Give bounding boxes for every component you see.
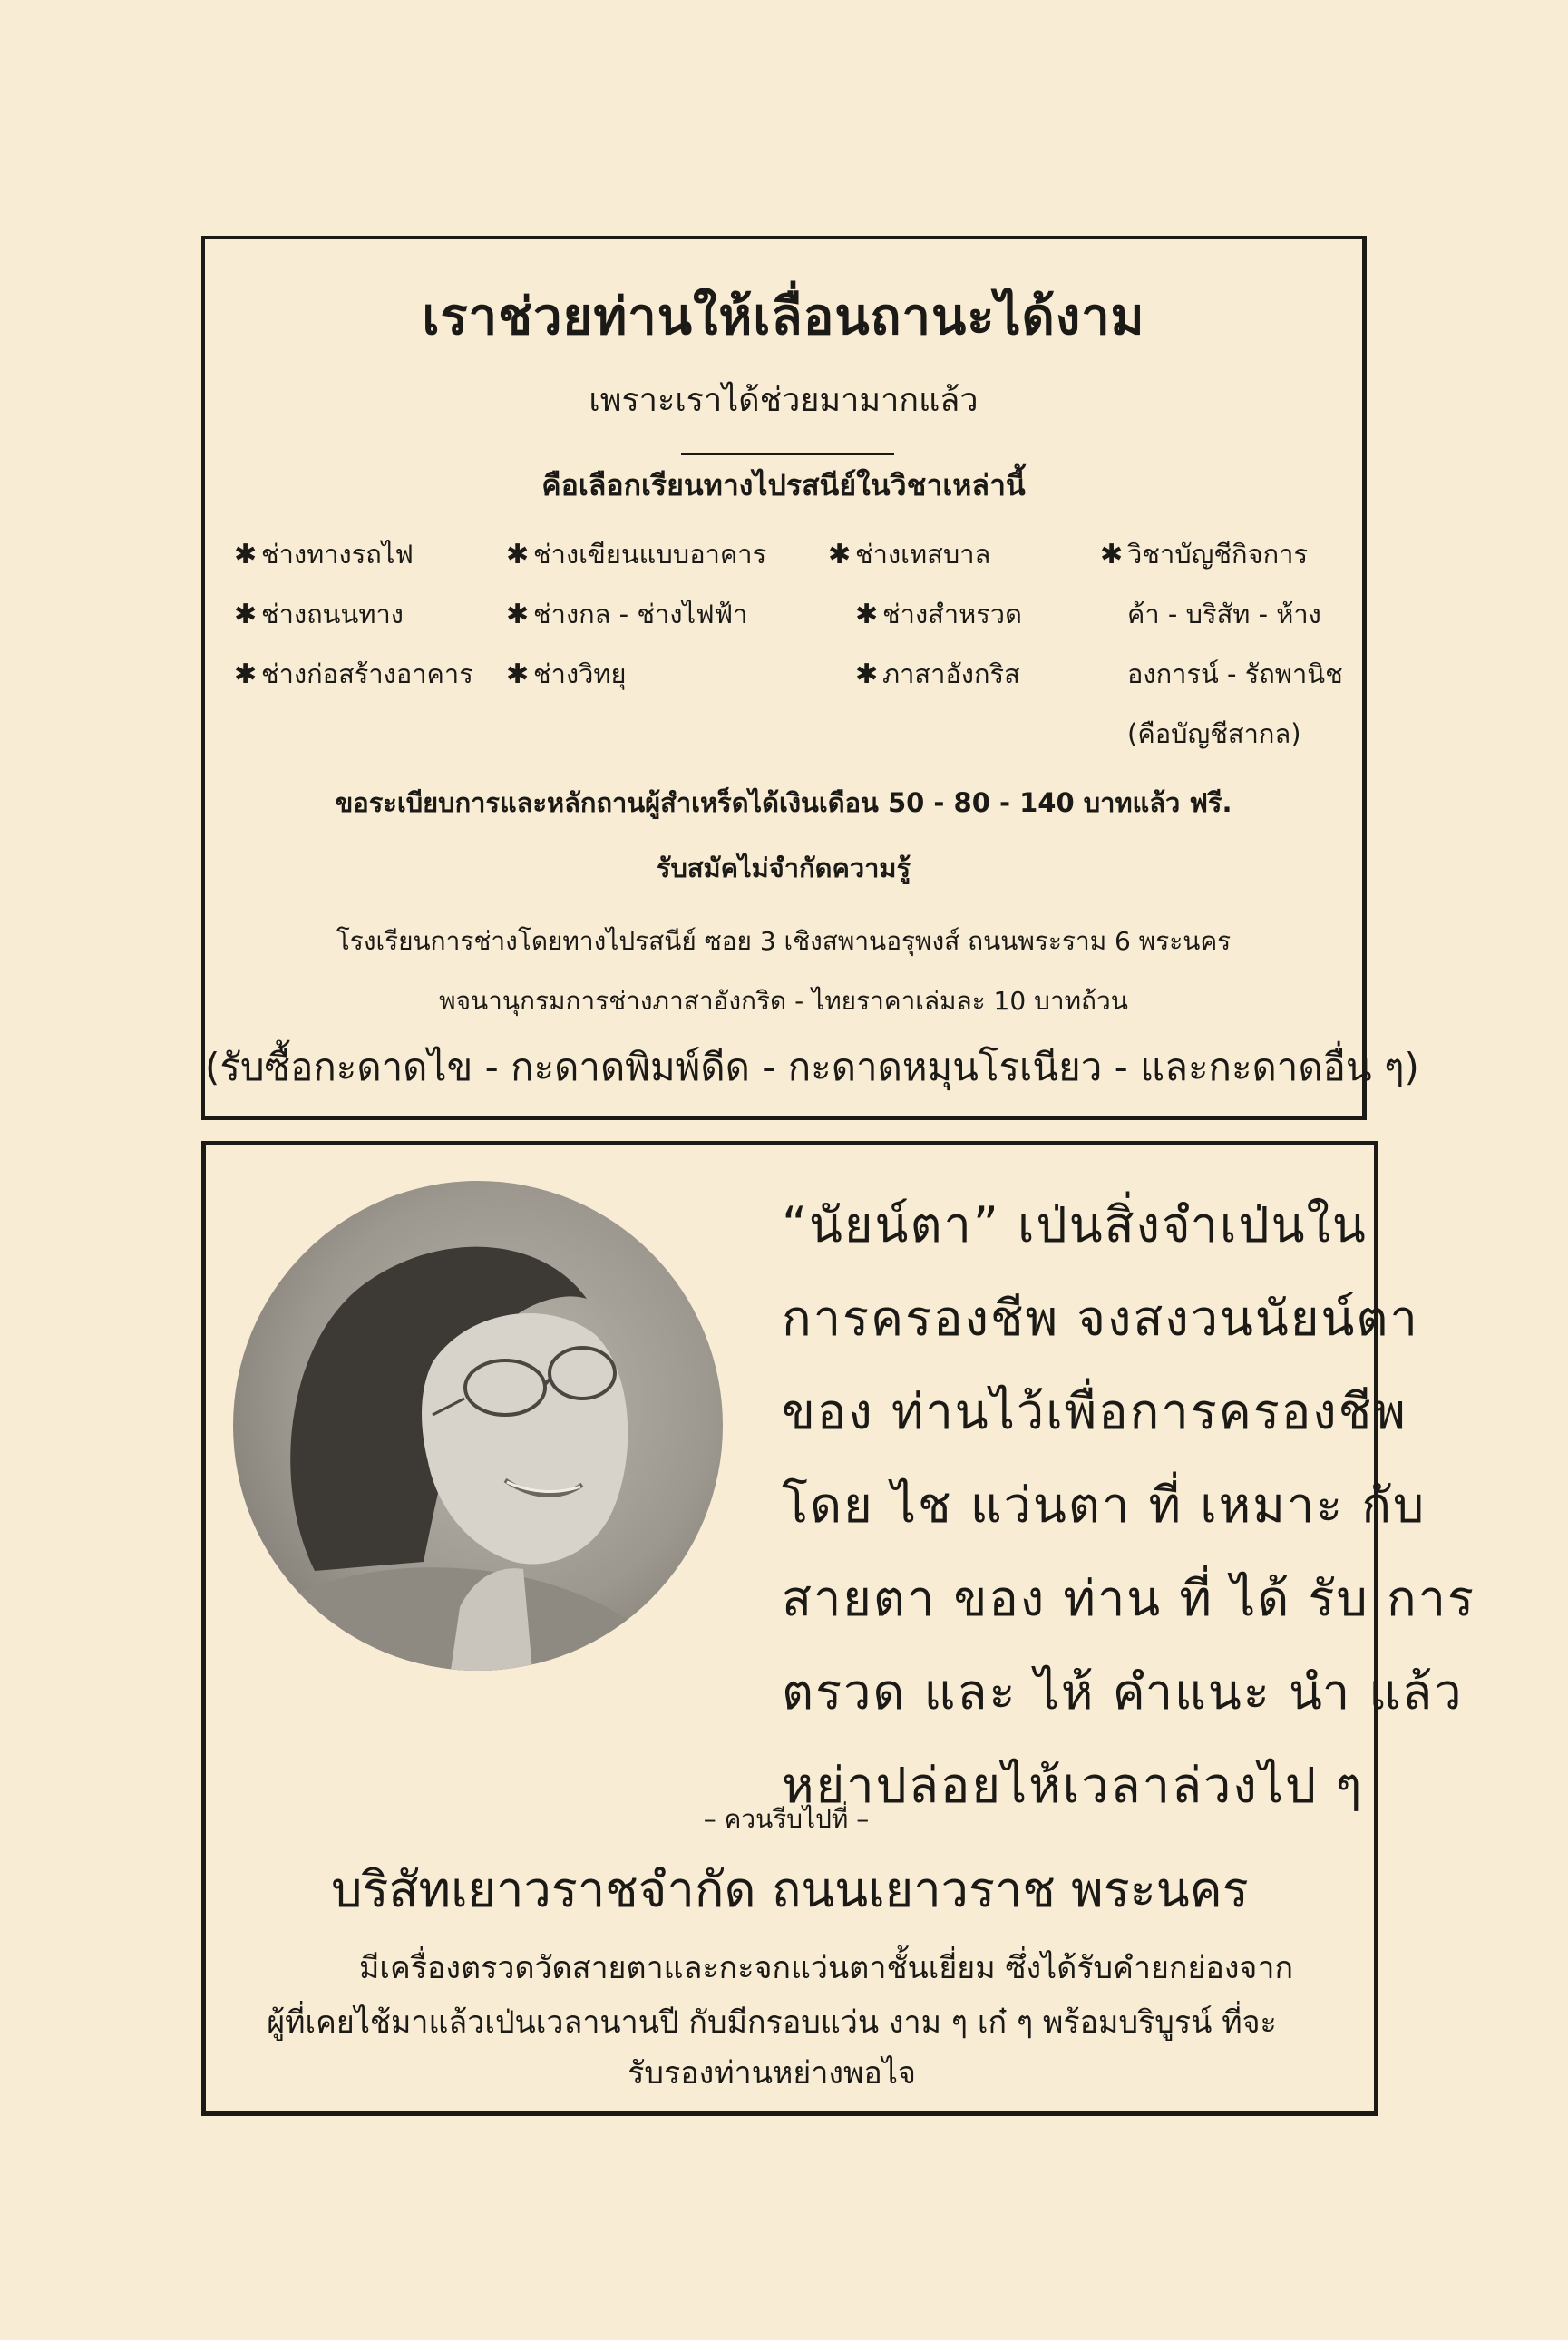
ad-intro: คือเลือกเรียนทางไปรสนีย์ในวิชาเหล่านี้ bbox=[541, 468, 1026, 502]
school-address: โรงเรียนการช่างโดยทางไปรสนีย์ ซอย 3 เชิงสพานอรุพงส์ ถนนพระราม 6 พระนคร bbox=[336, 926, 1232, 956]
portrait-photo bbox=[233, 1181, 723, 1671]
course-item: องการน์ - รัถพานิช bbox=[1127, 658, 1343, 689]
poem-line: ตรวด และ ไห้ คำแนะ นำ แล้ว bbox=[782, 1663, 1464, 1721]
ad-subtitle: เพราะเราได้ช่วยมามากแล้ว bbox=[589, 382, 979, 419]
bullet-icon: ✱ bbox=[855, 599, 879, 630]
bullet-icon: ✱ bbox=[506, 539, 530, 570]
course-item: ✱ ช่างกล - ช่างไฟฟ้า bbox=[506, 599, 748, 630]
poem-line: “นัยน์ตา” เป่นสิ่งจำเป่นใน bbox=[782, 1196, 1368, 1253]
school-advertisement-box bbox=[201, 236, 1419, 1120]
course-item: ✱ ช่างสำหรวด bbox=[855, 599, 1022, 630]
ad-title: เราช่วยท่านให้เลื่อนถานะได้งาม bbox=[422, 288, 1145, 346]
poem-line: การครองชีพ จงสงวนนัยน์ตา bbox=[782, 1290, 1419, 1347]
course-item: ✱ ช่างถนนทาง bbox=[234, 599, 404, 630]
dictionary-offer: พจนานุกรมการช่างภาสาอังกริด - ไทยราคาเล่มละ 10 บาทถ้วน bbox=[439, 986, 1128, 1016]
course-item: ✱ ช่างเขียนแบบอาคาร bbox=[506, 539, 767, 570]
course-column bbox=[234, 533, 473, 713]
poem-line: โดย ไช แว่นตา ที่ เหมาะ กับ bbox=[782, 1477, 1427, 1534]
course-item: ✱ ช่างเทสบาล bbox=[828, 539, 991, 570]
course-item: ✱ ช่างวิทยุ bbox=[506, 658, 627, 690]
course-column bbox=[828, 533, 1022, 713]
course-item: ✱ ภาสาอังกริส bbox=[855, 658, 1020, 690]
course-item: ค้า - บริสัท - ห้าง bbox=[1127, 599, 1321, 629]
woman-with-glasses-image bbox=[233, 1181, 723, 1671]
bullet-icon: ✱ bbox=[234, 599, 258, 630]
company-description-3: รับรองท่านหย่างพอไจ bbox=[628, 2055, 916, 2091]
bullet-icon: ✱ bbox=[234, 658, 258, 690]
eye-care-poem bbox=[782, 1185, 1475, 1839]
course-column bbox=[1100, 533, 1343, 773]
bullet-icon: ✱ bbox=[506, 599, 530, 630]
course-item: ✱ ช่างทางรถไฟ bbox=[234, 539, 414, 570]
course-item: ✱ ช่างก่อสร้างอาคาร bbox=[234, 658, 473, 690]
course-column bbox=[506, 533, 766, 713]
bullet-icon: ✱ bbox=[855, 658, 879, 690]
poem-line: สายตา ของ ท่าน ที่ ได้ รับ การ bbox=[782, 1570, 1475, 1627]
company-description-2: ผู้ที่เคยไช้มาแล้วเป่นเวลานานปี กับมีกรอบแว่น งาม ๆ เก๋ ๆ พร้อมบริบูรน์ ที่จะ bbox=[267, 2004, 1277, 2041]
bullet-icon: ✱ bbox=[1100, 539, 1124, 570]
poem-line: หย่าปล่อยไห้เวลาล่วงไป ๆ bbox=[782, 1757, 1364, 1814]
go-to-note: – ควนรีบไปที่ – bbox=[703, 1804, 870, 1834]
divider bbox=[681, 453, 894, 455]
bullet-icon: ✱ bbox=[234, 539, 258, 570]
company-description-1: มีเครื่องตรวดวัดสายตาและกะจกแว่นตาชั้นเยี่ยม ซึ่งได้รับคำยกย่องจาก bbox=[358, 1950, 1294, 1986]
no-limit-note: รับสมัคไม่จำกัดความรู้ bbox=[656, 853, 911, 883]
bullet-icon: ✱ bbox=[828, 539, 852, 570]
paper-purchase-note: (รับซื้อกะดาดไข - กะดาดพิมพ์ดีด - กะดาดหมุนโรเนียว - และกะดาดอื่น ๆ) bbox=[205, 1045, 1419, 1089]
poem-line: ของ ท่านไว้เพื่อการครองชีพ bbox=[782, 1383, 1407, 1440]
course-item: ✱ วิชาบัญชีกิจการ bbox=[1100, 539, 1309, 570]
optician-advertisement-box bbox=[201, 1141, 1475, 2116]
course-item: (คือบัญชีสากล) bbox=[1127, 718, 1301, 749]
company-name: บริสัทเยาวราชจำกัด ถนนเยาวราช พระนคร bbox=[331, 1861, 1249, 1918]
salary-offer: ขอระเบียบการและหลักถานผู้สำเหร็ดได้เงินเดือน 50 - 80 - 140 บาทแล้ว ฟรี. bbox=[335, 787, 1232, 818]
bullet-icon: ✱ bbox=[506, 658, 530, 690]
